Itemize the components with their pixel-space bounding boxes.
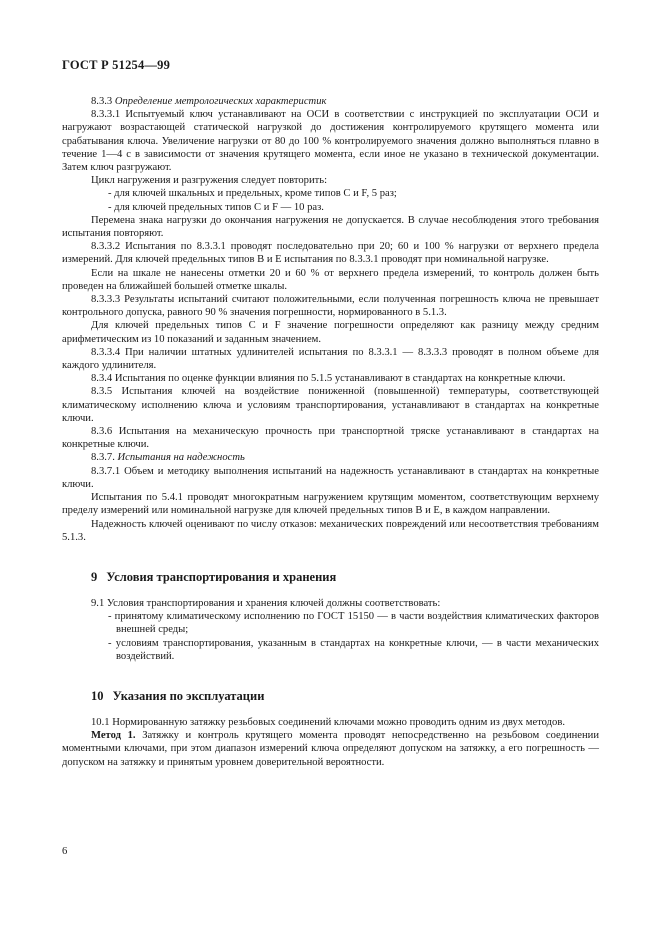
subsection-8-3-3-title: 8.3.3 Определение метрологических характеристик: [91, 96, 327, 107]
list-item: - для ключей предельных типов С и F — 10 раз.: [108, 201, 324, 213]
paragraph: 8.3.3.1 Испытуемый ключ устанавливают на ОСИ в соответствии с инструкцией по эксплуатации ОСИ и нагружают возрастающей статической нагрузкой до достижения контролируемого крутящего момента или срабатывания ключа. Увеличение нагрузки от 80 до 100 % контролируемого значения должно выполняться плавно в течение 1—4 с в зависимости от значения крутящего момента, если иное не указано в технической документации. Затем ключ разгружают.: [62, 109, 599, 174]
list-item: - условиям транспортирования, указанным в стандартах на конкретные ключи, — в части механических воздействий.: [108, 637, 599, 662]
section-9-heading: 9 Условия транспортирования и хранения: [91, 569, 337, 584]
paragraph: 8.3.7.1 Объем и методику выполнения испытаний на надежность устанавливают в стандартах на конкретные ключи.: [62, 465, 599, 490]
paragraph: Испытания по 5.4.1 проводят многократным нагружением крутящим моментом, соответствующим верхнему пределу измерений или номинальной нагрузке для ключей предельных типов В и Е, в каждом направлении.: [62, 492, 599, 517]
paragraph: 8.3.5 Испытания ключей на воздействие пониженной (повышенной) температуры, соответствующей климатическому исполнению ключа и условиям транспортирования, устанавливают в стандартах на конкретные ключи.: [62, 386, 599, 424]
paragraph: 8.3.4 Испытания по оценке функции влияния по 5.1.5 устанавливают в стандартах на конкретные ключи.: [91, 373, 566, 385]
paragraph: 8.3.3.3 Результаты испытаний считают положительными, если полученная погрешность ключа не превышает контрольного допуска, равного 90 % значения погрешности, нормированного в 5.1.3.: [62, 294, 599, 319]
method-1-paragraph: Метод 1. Затяжку и контроль крутящего момента проводят непосредственно на резьбовом соединении моментными ключами, при этом диапазон измерений ключа определяют допуском на затяжку, а его погрешность — допуском на затяжку и принятым уровнем доверительной вероятности.: [62, 730, 599, 768]
paragraph: 9.1 Условия транспортирования и хранения ключей должны соответствовать:: [91, 597, 441, 609]
paragraph: 8.3.3.2 Испытания по 8.3.3.1 проводят последовательно при 20; 60 и 100 % нагрузки от верхнего предела измерений. Для ключей предельных типов В и Е испытания по 8.3.3.1 проводят при номинальной нагрузке.: [62, 241, 599, 266]
paragraph: Перемена знака нагрузки до окончания нагружения не допускается. В случае несоблюдения этого требования испытания повторяют.: [62, 214, 599, 240]
document-page: [62, 58, 599, 769]
list-item: - для ключей шкальных и предельных, кроме типов С и F, 5 раз;: [108, 188, 397, 200]
page-number: 6: [62, 846, 68, 857]
paragraph: Цикл нагружения и разгружения следует повторить:: [91, 175, 328, 187]
paragraph: 8.3.6 Испытания на механическую прочность при транспортной тряске устанавливают в стандартах на конкретные ключи.: [62, 426, 599, 451]
paragraph: Для ключей предельных типов С и F значение погрешности определяют как разницу между средним арифметическим из 10 показаний и заданным значением.: [62, 320, 599, 345]
paragraph: 8.3.3.4 При наличии штатных удлинителей испытания по 8.3.3.1 — 8.3.3.3 проводят в полном объеме для каждого удлинителя.: [62, 346, 599, 372]
subsection-8-3-7-title: 8.3.7. Испытания на надежность: [91, 452, 245, 464]
paragraph: Если на шкале не нанесены отметки 20 и 60 % от верхнего предела измерений, то контроль должен быть проведен на ближайшей большей отметке шкалы.: [62, 267, 599, 292]
paragraph: Надежность ключей оценивают по числу отказов: механических повреждений или несоответствия требованиям 5.1.3.: [62, 518, 599, 543]
section-10-heading: 10 Указания по эксплуатации: [91, 688, 265, 703]
paragraph: 10.1 Нормированную затяжку резьбовых соединений ключами можно проводить одним из двух методов.: [91, 716, 566, 728]
list-item: - принятому климатическому исполнению по ГОСТ 15150 — в части воздействия климатических факторов внешней среды;: [108, 611, 599, 636]
document-header: ГОСТ Р 51254—99: [62, 58, 171, 72]
